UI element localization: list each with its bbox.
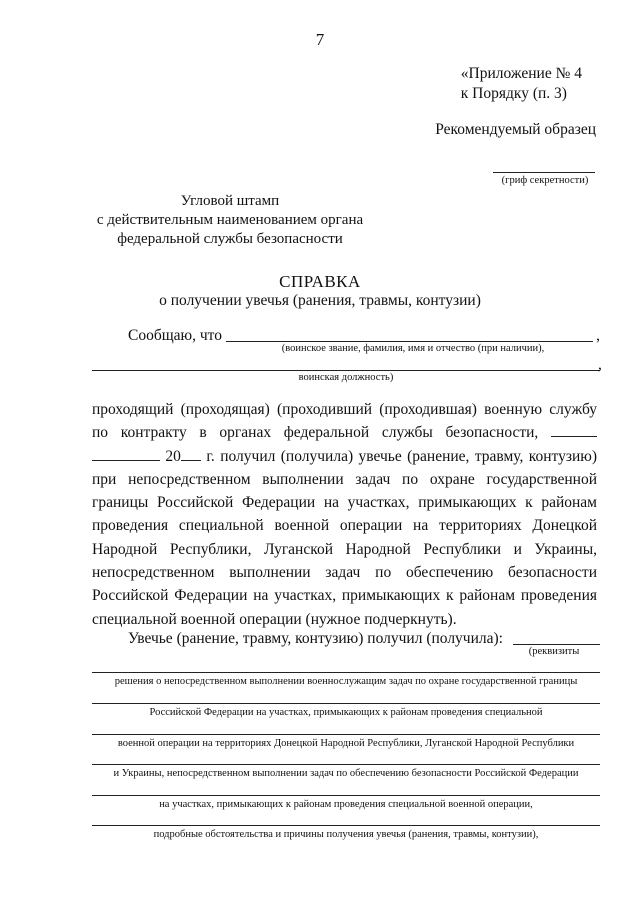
body-part-1: проходящий (проходящая) (проходивший (проходившая) военную службу по контракту в органах федеральной службы безопасности,	[92, 401, 597, 442]
inform-label: Сообщаю, что	[128, 327, 222, 344]
year-prefix: 20	[165, 447, 181, 465]
inform-comma: ,	[596, 327, 600, 344]
year-blank	[181, 448, 201, 461]
recommended-sample-label: Рекомендуемый образец	[435, 121, 596, 138]
requisite-fill-line	[92, 703, 600, 704]
document-subtitle: о получении увечья (ранения, травмы, контузии)	[159, 292, 481, 309]
corner-stamp-placeholder	[90, 192, 370, 249]
requisite-hint-line: военной операции на территориях Донецкой Народной Республики, Луганской Народной Республики	[117, 738, 575, 749]
injury-label: Увечье (ранение, травму, контузию) получил (получила):	[128, 630, 503, 647]
month-blank	[92, 448, 160, 461]
stamp-line-2: с действительным наименованием органа	[96, 212, 364, 228]
document-title: СПРАВКА	[279, 272, 361, 291]
injury-fill-line	[513, 630, 600, 645]
secrecy-label: (гриф секретности)	[501, 175, 589, 186]
stamp-line-3: федеральной службы безопасности	[117, 231, 343, 247]
requisite-fill-line	[92, 825, 600, 826]
body-part-2: получил (получила) увечье (ранение, травму, контузию) при непосредственном выполнении задач по охране государственной границы Российской Федерации на участках, примыкающих к районам проведения специальной военной операции на территориях Донецкой Народной Республики, Луганской Народной Республики и Украины, непосредственном выполнении задач по обеспечению безопасности Российской Федерации на участках, примыкающих к районам проведения специальной военной операции (нужное подчеркнуть).	[92, 447, 598, 628]
day-blank	[551, 424, 597, 437]
requisite-fill-line	[92, 734, 600, 735]
stamp-line-1: Угловой штамп	[180, 193, 280, 209]
secrecy-line	[493, 172, 595, 173]
requisite-hint-line: решения о непосредственном выполнении военнослужащим задач по охране государственной границы	[114, 676, 578, 687]
year-suffix: г.	[206, 447, 215, 465]
requisite-hint-line: Российской Федерации на участках, примыкающих к районам проведения специальной	[149, 707, 543, 718]
requisite-fill-line	[92, 672, 600, 673]
position-comma: ,	[598, 356, 602, 373]
annex-reference	[461, 64, 582, 104]
name-hint: (воинское звание, фамилия, имя и отчество (при наличии),	[281, 343, 545, 354]
requisite-hint-line: на участках, примыкающих к районам проведения специальной военной операции,	[159, 799, 533, 810]
name-fill-line	[226, 327, 593, 342]
requisite-hint-line: и Украины, непосредственном выполнении задач по обеспечению безопасности Российской Федерации	[113, 768, 579, 779]
body-paragraph	[92, 398, 597, 631]
annex-line-1: «Приложение № 4	[460, 65, 582, 82]
requisite-fill-line	[92, 795, 600, 796]
annex-line-2: к Порядку (п. 3)	[460, 85, 567, 102]
requisite-hint-line: подробные обстоятельства и причины получения увечья (ранения, травмы, контузии),	[153, 829, 539, 840]
position-hint: воинская должность)	[298, 372, 394, 383]
requisites-hint: (реквизиты	[528, 646, 580, 657]
page-number: 7	[315, 30, 325, 49]
requisite-fill-line	[92, 764, 600, 765]
position-fill-line	[92, 370, 600, 371]
